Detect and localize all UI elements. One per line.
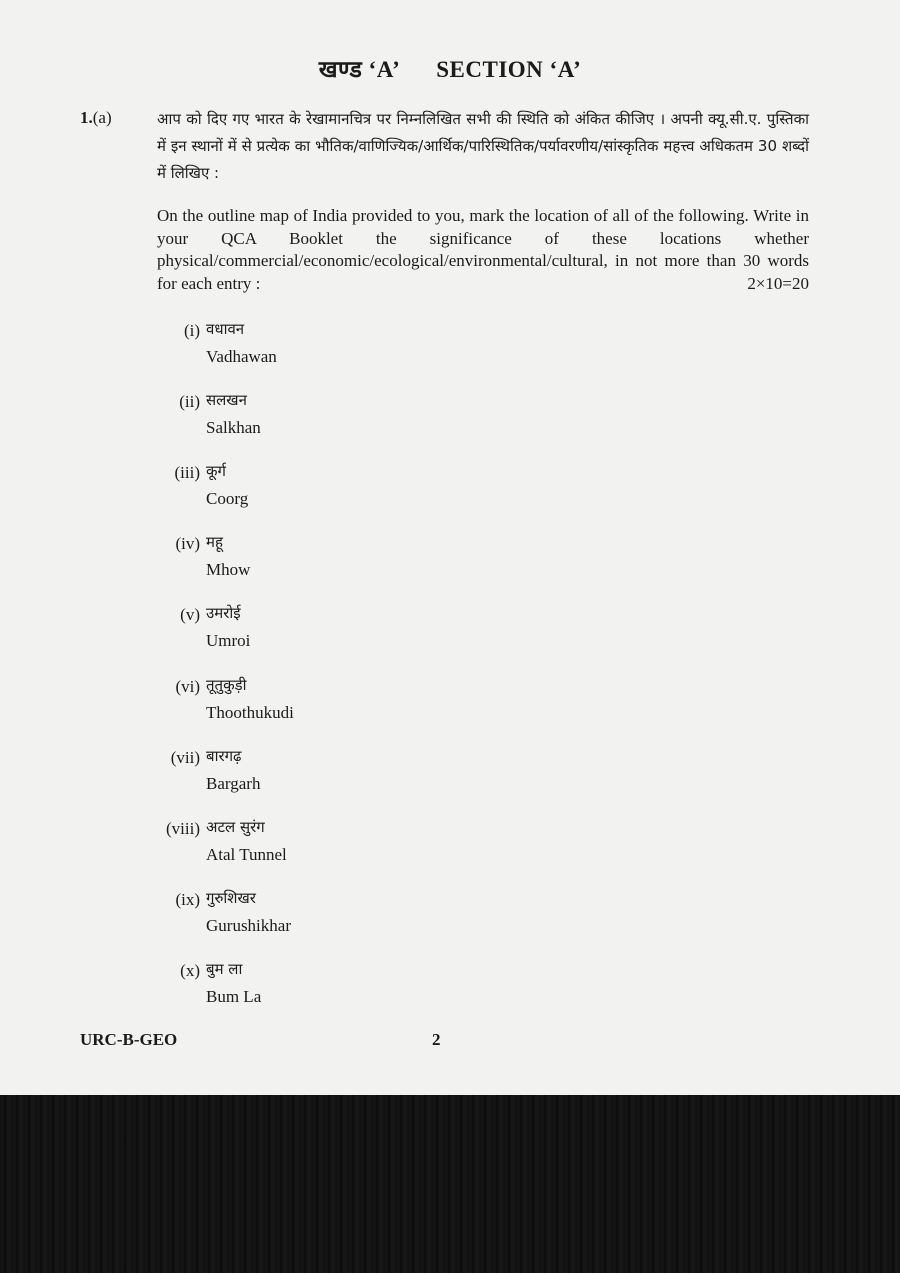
item-number: (x) bbox=[180, 961, 200, 980]
item-number: (ix) bbox=[175, 890, 200, 909]
item-name-hindi: कूर्ग bbox=[206, 462, 226, 480]
item-number: (ii) bbox=[179, 392, 200, 411]
item-name-english: Salkhan bbox=[206, 418, 261, 437]
question-marks: 2×10=20 bbox=[747, 273, 809, 293]
scan-border bbox=[0, 1095, 900, 1273]
question-text-english-body: On the outline map of India provided to you, mark the location of all of the following. Write in your QCA Booklet the significance of these locations whether physical/commercial/economic/ecological/environmental/cultural, in not more than 30 words for each entry : bbox=[157, 206, 809, 293]
page-number: 2 bbox=[432, 1030, 441, 1049]
item-name-english: Bum La bbox=[206, 987, 262, 1006]
item-name-english: Vadhawan bbox=[206, 347, 277, 366]
question-number bbox=[80, 108, 112, 128]
item-name-english: Coorg bbox=[206, 489, 249, 508]
section-title-hindi: खण्ड ‘A’ bbox=[318, 57, 401, 82]
item-name-english: Bargarh bbox=[206, 774, 261, 793]
question-text-english bbox=[157, 205, 809, 295]
item-name-hindi: उमरोई bbox=[206, 604, 241, 622]
question-part: (a) bbox=[92, 108, 112, 127]
item-name-hindi: बुम ला bbox=[206, 960, 243, 978]
item-name-hindi: महू bbox=[206, 533, 223, 551]
item-name-english: Thoothukudi bbox=[206, 703, 294, 722]
item-name-hindi: सलखन bbox=[206, 391, 247, 409]
item-number: (vii) bbox=[170, 748, 200, 767]
item-name-hindi: बारगढ़ bbox=[206, 747, 242, 765]
item-name-english: Mhow bbox=[206, 560, 251, 579]
item-name-hindi: तूतुकुड़ी bbox=[206, 676, 247, 694]
paper-code: URC-B-GEO bbox=[80, 1030, 178, 1049]
section-title bbox=[0, 52, 900, 84]
item-number: (vi) bbox=[175, 677, 200, 696]
question-number-main: 1. bbox=[80, 108, 93, 127]
item-name-hindi: गुरुशिखर bbox=[206, 889, 256, 907]
question-text-hindi: आप को दिए गए भारत के रेखामानचित्र पर निम्नलिखित सभी की स्थिति को अंकित कीजिए । अपनी क्यू.सी.ए. पुस्तिका में इन स्थानों में से प्रत्येक का भौतिक/वाणिज्यिक/आर्थिक/पारिस्थितिक/पर्यावरणीय/सांस्कृतिक महत्त्व अधिकतम 30 शब्दों में लिखिए : bbox=[157, 110, 809, 182]
item-name-english: Atal Tunnel bbox=[206, 845, 287, 864]
item-name-english: Umroi bbox=[206, 631, 251, 650]
item-number: (iv) bbox=[175, 534, 200, 553]
item-number: (v) bbox=[180, 605, 200, 624]
item-name-english: Gurushikhar bbox=[206, 916, 291, 935]
item-number: (i) bbox=[183, 321, 200, 340]
section-title-english: SECTION ‘A’ bbox=[436, 57, 582, 82]
item-name-hindi: वधावन bbox=[206, 320, 245, 338]
item-number: (viii) bbox=[166, 819, 200, 838]
item-name-hindi: अटल सुरंग bbox=[206, 818, 265, 836]
item-number: (iii) bbox=[174, 463, 200, 482]
